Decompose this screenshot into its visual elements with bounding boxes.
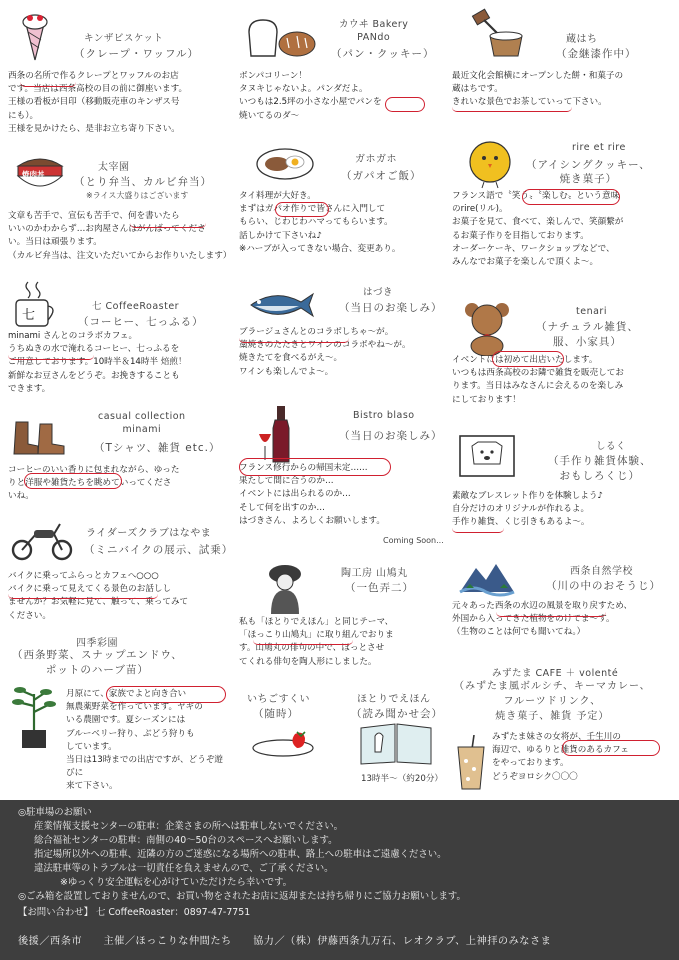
vendor-description: 私も「ほとりでえほん」と同じテーマ、 「ほっこり山鳩丸」に取り組んでおりま す。山鳩丸の俳句の中で、ほっとさせ てくれる俳句を陶人形にしました。 [239,617,394,667]
coming-soon-label: Coming Soon... [383,536,444,545]
highlight-mark [275,202,329,217]
footer-notice [0,800,679,960]
parking-line: 産業情報支援センターの駐車：企業さまの所へは駐車しないでください。 [34,821,344,832]
coffee-cup-icon [12,278,62,330]
vendor-kinza [6,0,228,150]
vendor-name: Bistro blaso [353,410,415,421]
vendor-ichigo [235,680,345,795]
vendor-name: 七 CoffeeRoaster [92,301,180,312]
highlight-mark [24,473,122,489]
vendor-description: ボンパコリーン！ タヌキじゃないよ。パンダだよ。 いつもは2.5坪の小さな小屋でパンを 焼いてるのダ〜 [239,71,382,121]
vendor-shiruku [452,420,674,550]
highlight-mark [8,594,158,599]
highlight-mark [8,355,94,360]
vendor-category: （みずたま風ボルシチ、キーマカレー、 フルーツドリンク、 焼き菓子、雑貨 予定） [454,681,651,722]
highlight-mark [496,612,606,617]
vendor-category: （コーヒー、七っふる） [78,316,204,328]
vendor-yamabato [235,550,457,680]
vendor-bistro-blaso [235,400,457,550]
river-mountain-icon [456,558,516,598]
vendor-name: ほとりでえほん [357,694,431,705]
motorbike-icon [10,518,76,562]
vendor-category: （西条野菜、スナップエンドウ、 ポットのハーブ苗） [12,649,183,676]
vendor-name: 陶工房 山鳩丸 [341,568,408,579]
vendor-description: 月原にて、家族でよと向き合い 無農薬野菜を作っています。ヤギの いる農園です。夏シーズンには ブルーベリー狩り、ぶどう狩りも しています。 当日は13時までの出店ですが、どうぞ遊びに 来て下さい。 [66,689,224,792]
bread-icon [245,18,317,58]
parking-line: 総合福祉センターの駐車：南側の40〜50台のスペースへお願いします。 [34,835,338,846]
gapao-plate-icon [255,142,319,182]
vendor-name: いちごすくい [247,694,310,705]
vendor-description: 西条の名所で作るクレープとワッフルのお店 です。当店は西条高校の目の前に御座います。 王様の看板が目印（移動販売車のキンザス号 にも）。 王様を見かけたら、是非お立ち寄り下さい。 [8,71,188,134]
vendor-name: ライダーズクラブはなやま [86,528,212,539]
highlight-mark [452,528,504,533]
dog-icon [458,434,516,478]
picture-book-icon [357,722,437,766]
chick-icon [462,138,518,190]
vendor-category: （当日のお楽しみ） [339,302,443,314]
vendor-description: 最近文化会館横にオープンした餅・和菓子の 蔵はちです。 きれいな景色でお茶していって下さい。 [452,71,624,108]
bowl-label: 焼肉丼 [22,170,45,179]
vendor-category: （随時） [253,708,299,720]
vendor-name: 蔵はち [566,34,598,45]
boots-icon [10,418,70,458]
coffee-cup-label: 七 [22,308,36,323]
parking-title: ◎駐車場のお願い [18,807,92,818]
wine-icon [257,406,297,464]
contact-info: 七 CoffeeRoaster：0897-47-7751 [96,907,251,918]
vendor-rire-et-rire [452,130,674,290]
vendor-note: ※ライス大盛りはございます [86,191,189,200]
vendor-description: イベントには初めて出店いたします。 いつもは西条高校のお隣で雑貨を販売してお ります。当日はみなさんに会えるのを楽しみ にしております！ [452,355,624,405]
vendor-shikisaien [6,630,228,800]
vendor-name: 四季彩園 [76,638,118,649]
vendor-mizutama-cafe [452,655,674,800]
strawberry-plate-icon [247,728,327,758]
vendor-name: 西条自然学校 [570,566,633,577]
highlight-mark [522,189,620,205]
vendor-hazuki [235,280,457,400]
vendor-hotori-ehon [347,680,457,795]
credits-line: 後援／西条市 主催／ほっこりな仲間たち 協力／（株）伊藤西条九万石、レオクラブ、上神拝のみなさま [18,936,552,947]
vendor-description: ブラージュさんとのコラボしちゃ〜が。 藁焼きのたたきとワインのコラボやね〜が。 焼きたてを食べるがえ〜。 ワインも楽しんでよ〜。 [239,327,411,377]
vendor-description: minami さんとのコラボカフェ。 うちぬきの水で淹れるコーヒー、七っふるを ご用意しております。10時半＆14時半 焙煎！ 新鮮なお豆さんをどうぞ。お挽きすることも できます。 [8,331,187,394]
vendor-description: コーヒーのいい香りに包まれながら、ゆった りと洋服や雑貨たちを眺めていってくださ いね。 [8,465,180,502]
highlight-mark [562,740,660,756]
parking-line: 違法駐車等のトラブルは一切責任を負えませんので、ご了承ください。 [34,863,334,874]
plant-pot-icon [10,686,58,752]
crepe-icon [14,10,54,62]
vendor-dazaien [6,150,232,270]
vendor-category: （とり弁当、カルビ弁当） [74,176,212,188]
vendor-saijo-nature-school [452,550,674,655]
vendor-category: （当日のお楽しみ） [339,430,443,442]
vendor-name: キンザビスケット [84,33,164,44]
vendor-category: （ガパオご飯） [341,170,422,182]
vendor-name: 太宰園 [98,162,130,173]
vendor-name: ガホガホ [355,154,397,165]
teddy-bear-icon [460,300,514,356]
vendor-description: みずたま妹さの女将が、壬生川の 海辺で、ゆるりと雑貨のあるカフェ をやっております。 どうぞヨロシク〇〇〇 [492,732,629,782]
vendor-category: （Tシャツ、雑貨 etc.） [94,442,221,454]
vendor-category: （ナチュラル雑貨、 服、小家具） [536,321,639,348]
highlight-mark [492,351,564,367]
vendor-category: （ミニバイクの展示、試乗） [84,544,234,556]
fish-icon [245,288,317,322]
vendor-description: フランス語で〝笑う〟〝楽しむ〟という意味 のrire(リル)。 お菓子を見て、食べて、楽しんで、笑顔繋が るお菓子作りを目指しております。 オーダーケーキ、ワークショップなどで、 みんなでお菓子を楽しんで頂くよ〜。 [452,191,624,268]
highlight-mark [20,82,76,87]
parking-line: 指定場所以外への駐車、近隣の方のご迷惑になる場所への駐車、路上への駐車はご遠慮ください。 [34,849,447,860]
vendor-category: （読み聞かせ会） [351,708,443,720]
safety-note: ※ゆっくり安全運転を心がけていただけたら幸いです。 [60,877,293,888]
iced-drink-icon [454,735,488,791]
vendor-name: rire et rire [572,142,626,153]
event-time: 13時半〜（約20分） [361,774,444,784]
vendor-description: 元々あった西条の水辺の風景を取り戻すため、 外国から入ってきた植物をのけてま〜す。 （生物のことは何でも聞いてね。） [452,601,633,638]
vendor-category: （川の中のおそうじ） [546,580,661,592]
vendor-category: （パン・クッキー） [331,48,435,60]
vendor-category: （アイシングクッキー、 焼き菓子） [526,159,651,185]
vendor-name: しるく [596,441,627,452]
highlight-mark [253,640,353,645]
highlight-mark [385,97,425,112]
vendor-description: 素敵なブレスレット作りを体験しよう♪ 自分だけのオリジナルが作れるよ。 手作り雑貨、くじ引きもあるよ〜。 [452,491,603,528]
vendor-category: （手作り雑貨体験、 おもしろくじ） [548,455,652,482]
pottery-doll-icon [265,564,305,616]
vendor-pando [235,0,457,140]
vendor-minami [6,410,228,510]
highlight-mark [239,338,349,343]
highlight-mark [452,107,572,112]
vendor-gahogaho [235,140,457,280]
contact-line [18,906,250,920]
highlight-mark [106,686,226,703]
vendor-category: （一色弄二） [345,582,414,594]
vendor-description: フランス修行からの帰国未定…… 果たして間に合うのか… イベントには出られるのか… そして何を出すのか… はづきさん、よろしくお願いします。 [239,463,385,526]
vendor-kurahachi [452,0,674,130]
vendor-name: casual collection minami [98,411,186,435]
vendor-name: みずたま CAFE ＋ volenté [492,668,619,679]
vendor-name: カウヰ Bakery PANdo [339,19,409,43]
vendor-riders-club [6,510,234,630]
vendor-tenari [452,290,674,420]
trash-note: ◎ごみ箱を設置しておりませんので、お買い物をされたお店に返却または持ち帰りにご協力お願いします。 [18,891,466,902]
vendor-category: （クレープ・ワッフル） [74,48,200,60]
highlight-mark [239,458,391,476]
vendor-coffee-roaster [6,270,228,410]
mochi-mortar-icon [470,6,526,58]
vendor-description: 文章も苦手で、宣伝も苦手で、何を書いたら いいのかわからず…お肉屋さんはがんばってくださ い。当日は頑張ります。 （カルビ弁当は、注文いただいてからお作りいたします） [8,211,232,261]
contact-label: 【お問い合わせ】 [18,907,94,918]
vendor-category: （金継漆作中） [556,48,637,60]
highlight-mark [130,223,206,228]
vendor-name: はづき [363,287,394,298]
vendor-name: tenari [576,306,607,317]
vendor-description: バイクに乗ってふらっとカフェへ○○○ バイクに乗って見えてくる景色のお話しし ませんか？お気軽に見て、触って、乗ってみて ください。 [8,571,189,621]
vendor-description: タイ料理が大好き。 まずはガパオ作りで皆さんに入門して もらい、じわじわハマってもらいます。 話しかけて下さいね♪ ※ハーブが入ってきない場合、変更あり。 [239,191,401,254]
